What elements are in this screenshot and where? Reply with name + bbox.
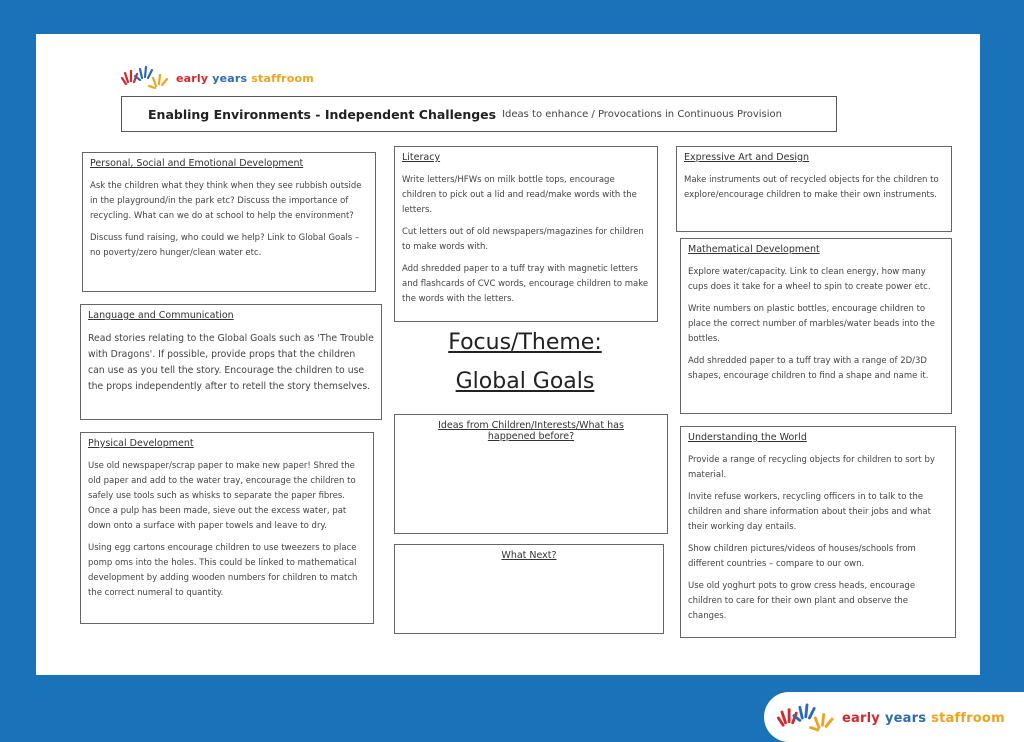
world-paragraph: Provide a range of recycling objects for children to sort by material.: [688, 455, 935, 480]
maths-paragraph: Write numbers on plastic bottles, encourage children to place the correct number of marbles/water beads into the bottles.: [688, 304, 935, 344]
world-paragraph: Invite refuse workers, recycling officers in to talk to the children and share information about their jobs and what their working day entails.: [688, 492, 931, 532]
brand-word-1: early: [842, 710, 880, 726]
brand-word-2: years: [884, 710, 927, 726]
language-box: [80, 304, 382, 420]
sheet-logo: [120, 64, 314, 92]
pse-paragraph: Discuss fund raising, who could we help? Link to Global Goals – no poverty/zero hunger/clean water etc.: [90, 233, 360, 258]
language-paragraph: Read stories relating to the Global Goals such as 'The Trouble with Dragons'. If possible, provide props that the children can use as you tell the story. Encourage the children to use the props independently after to retell the story themselves.: [88, 333, 374, 392]
brand-word-3: staffroom: [251, 71, 314, 85]
focus-theme: [394, 324, 656, 412]
maths-box: [680, 238, 952, 414]
literacy-paragraph: Write letters/HFWs on milk bottle tops, encourage children to pick out a lid and read/make words with the letters.: [402, 175, 637, 215]
literacy-paragraph: Add shredded paper to a tuff tray with magnetic letters and flashcards of CVC words, encourage children to make the words with the letters.: [402, 264, 649, 304]
world-paragraph: Show children pictures/videos of houses/schools from different countries – compare to our own.: [688, 544, 916, 569]
physical-paragraph: Using egg cartons encourage children to use tweezers to place pomp oms into the holes. This could be linked to mathematical development by adding wooden numbers for children to match the correct numeral to quantity.: [88, 543, 358, 598]
focus-label: Focus/Theme:: [448, 330, 602, 355]
hands-logo-icon: [776, 701, 838, 735]
what-next-heading: What Next?: [501, 550, 557, 561]
pse-heading: Personal, Social and Emotional Development: [90, 158, 304, 169]
page-title: Enabling Environments - Independent Challenges: [148, 106, 497, 122]
maths-heading: Mathematical Development: [688, 244, 820, 255]
world-paragraph: Use old yoghurt pots to grow cress heads, encourage children to care for their own plant and observe the changes.: [688, 581, 916, 621]
ideas-heading: Ideas from Children/Interests/What has happened before?: [438, 420, 624, 442]
world-heading: Understanding the World: [688, 432, 807, 443]
corner-logo-badge: [764, 692, 1024, 742]
what-next-box: [394, 544, 664, 634]
physical-box: [80, 432, 374, 624]
hands-logo-icon: [120, 64, 172, 92]
page-subtitle: Ideas to enhance / Provocations in Continuous Provision: [502, 108, 782, 120]
expressive-heading: Expressive Art and Design: [684, 152, 810, 163]
physical-paragraph: Use old newspaper/scrap paper to make new paper! Shred the old paper and add to the water tray, encourage the children to safely use tools such as whisks to separate the paper fibres. Once a pulp has been made, sieve out the excess water, pat down onto a surface with paper towels and leave to dry.: [88, 461, 356, 531]
maths-paragraph: Add shredded paper to a tuff tray with a range of 2D/3D shapes, encourage children to find a shape and name it.: [688, 356, 929, 381]
world-box: [680, 426, 956, 638]
literacy-box: [394, 146, 658, 322]
maths-paragraph: Explore water/capacity. Link to clean energy, how many cups does it take for a wheel to spin to create power etc.: [688, 267, 931, 292]
expressive-paragraph: Make instruments out of recycled objects for the children to explore/encourage children to make their own instruments.: [684, 175, 939, 200]
planning-sheet: [36, 34, 980, 675]
literacy-paragraph: Cut letters out of old newspapers/magazines for children to make words with.: [402, 227, 644, 252]
expressive-box: [676, 146, 952, 232]
ideas-box: [394, 414, 668, 534]
brand-word-3: staffroom: [931, 710, 1005, 726]
title-bar: [121, 96, 837, 132]
brand-word-2: years: [212, 71, 248, 85]
physical-heading: Physical Development: [88, 438, 194, 449]
pse-paragraph: Ask the children what they think when they see rubbish outside in the playground/in the park etc? Discuss the importance of recycling. What can we do at school to help the environment?: [90, 181, 362, 221]
literacy-heading: Literacy: [402, 152, 441, 163]
brand-word-1: early: [176, 71, 209, 85]
pse-box: [82, 152, 376, 292]
focus-theme-title: Global Goals: [455, 369, 595, 394]
corner-logo: [776, 701, 1005, 735]
language-heading: Language and Communication: [88, 310, 234, 321]
